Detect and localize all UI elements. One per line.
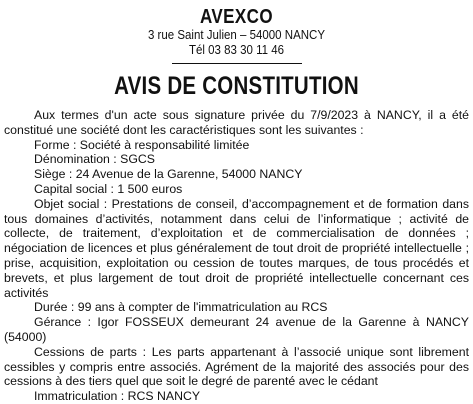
notice-intro: Aux termes d'un acte sous signature privée du 7/9/2023 à NANCY, il a été constitué une société dont les caractéristiques sont les suivantes :	[4, 108, 469, 137]
notice-duration: Durée : 99 ans à compter de l'immatriculation au RCS	[34, 300, 328, 315]
notice-title: AVIS DE CONSTITUTION	[114, 72, 359, 100]
company-phone: Tél 03 83 30 11 46	[188, 43, 285, 57]
company-address: 3 rue Saint Julien – 54000 NANCY	[147, 28, 326, 42]
notice-purpose: Objet social : Prestations de conseil, d’accompagnement et de formation dans tous domaines d’activités, notamment dans celui de l’informatique ; activité de collecte, de traitement, d’exploitation et de commercialisation de données ; négociation de licences et plus généralement de tout droit de propriété intellectuelle ; prise, acquisition, exploitation ou cession de toutes marques, de tous procédés et brevets, et plus largement de tout droit de propriété intellectuelle concernant ces activités	[4, 196, 469, 300]
notice-denomination: Dénomination : SGCS	[34, 152, 155, 167]
header-divider	[172, 63, 302, 64]
notice-body	[4, 108, 469, 404]
notice-form: Forme : Société à responsabilité limitée	[34, 137, 250, 152]
notice-registration: Immatriculation : RCS NANCY	[34, 389, 201, 404]
company-name: AVEXCO	[199, 6, 274, 28]
notice-capital: Capital social : 1 500 euros	[34, 181, 183, 196]
notice-share-transfers: Cessions de parts : Les parts appartenant à l’associé unique sont librement cessibles y compris entre associés. Agrément de la majorité des associés pour des cessions à des tiers quel que soit le degré de parenté avec le cédant	[4, 344, 469, 389]
notice-seat: Siège : 24 Avenue de la Garenne, 54000 NANCY	[34, 167, 303, 182]
notice-management: Gérance : Igor FOSSEUX demeurant 24 avenue de la Garenne à NANCY (54000)	[4, 315, 469, 344]
